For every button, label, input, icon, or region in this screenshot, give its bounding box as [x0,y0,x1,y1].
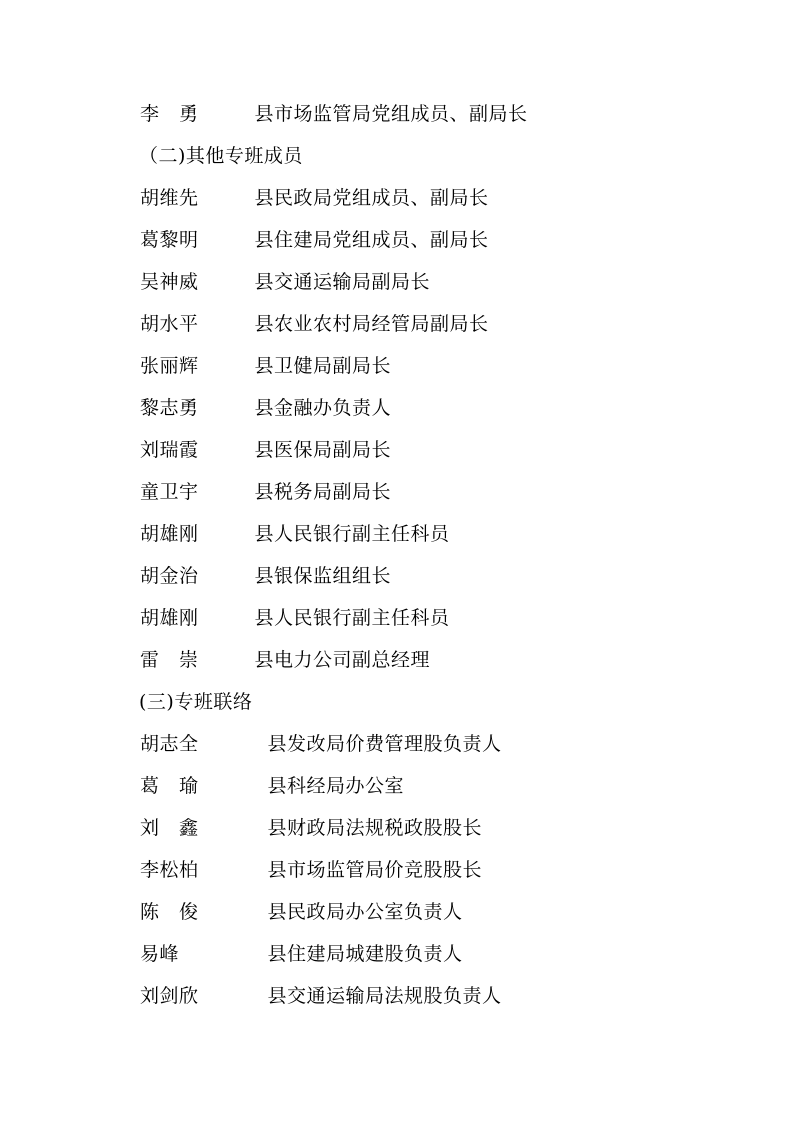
person-position: 县住建局城建股负责人 [267,943,463,965]
personnel-list [0,93,794,1017]
personnel-row [0,177,794,219]
person-position: 县交通运输局副局长 [254,271,431,293]
person-name: 黎志勇 [140,397,199,419]
person-name: 刘剑欣 [140,985,199,1007]
person-position: 县科经局办公室 [267,775,405,797]
personnel-row [0,555,794,597]
person-position: 县民政局办公室负责人 [267,901,463,923]
personnel-row [0,429,794,471]
personnel-row [0,723,794,765]
personnel-row [0,891,794,933]
person-name: 葛黎明 [140,229,199,251]
person-name: 胡水平 [140,313,199,335]
person-name: 张丽辉 [140,355,199,377]
personnel-row [0,93,794,135]
person-name: 童卫宇 [140,481,199,503]
person-position: 县金融办负责人 [254,397,392,419]
person-name: 李 勇 [140,103,199,125]
personnel-row [0,807,794,849]
person-name: 刘瑞霞 [140,439,199,461]
personnel-row [0,933,794,975]
person-position: 县市场监管局党组成员、副局长 [254,103,528,125]
personnel-row [0,639,794,681]
personnel-row [0,975,794,1017]
person-position: 县电力公司副总经理 [254,649,431,671]
personnel-row [0,303,794,345]
person-name: 胡维先 [140,187,199,209]
person-position: 县卫健局副局长 [254,355,392,377]
person-name: 吴神威 [140,271,199,293]
person-position: 县医保局副局长 [254,439,392,461]
section-heading-2: （二)其他专班成员 [139,145,303,167]
personnel-row [0,849,794,891]
person-name: 胡雄刚 [140,523,199,545]
person-position: 县人民银行副主任科员 [254,607,450,629]
person-position: 县人民银行副主任科员 [254,523,450,545]
person-position: 县税务局副局长 [254,481,392,503]
personnel-row [0,387,794,429]
personnel-row [0,261,794,303]
person-name: 葛 瑜 [140,775,199,797]
person-name: 刘 鑫 [140,817,199,839]
personnel-row [0,765,794,807]
person-name: 陈 俊 [140,901,199,923]
person-name: 易峰 [140,943,180,965]
personnel-row [0,597,794,639]
person-position: 县交通运输局法规股负责人 [267,985,502,1007]
person-position: 县市场监管局价竞股股长 [267,859,483,881]
person-name: 胡金治 [140,565,199,587]
person-name: 胡志全 [140,733,199,755]
section-heading-3: (三)专班联络 [139,691,253,713]
person-position: 县农业农村局经管局副局长 [254,313,489,335]
person-name: 胡雄刚 [140,607,199,629]
person-name: 李松柏 [140,859,199,881]
person-position: 县民政局党组成员、副局长 [254,187,489,209]
personnel-row [0,471,794,513]
personnel-row [0,513,794,555]
person-position: 县发改局价费管理股负责人 [267,733,502,755]
person-position: 县银保监组组长 [254,565,392,587]
person-position: 县住建局党组成员、副局长 [254,229,489,251]
person-position: 县财政局法规税政股股长 [267,817,483,839]
person-name: 雷 崇 [140,649,199,671]
personnel-row [0,345,794,387]
personnel-row [0,219,794,261]
